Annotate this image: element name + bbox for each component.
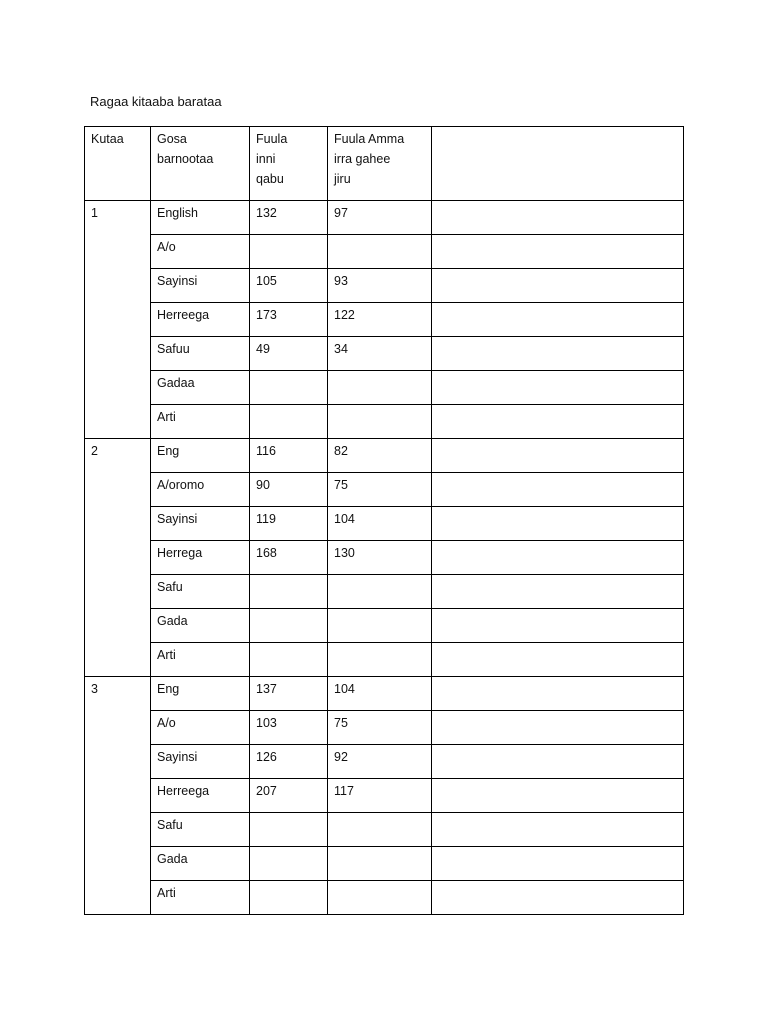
subject-cell: Safu bbox=[151, 575, 250, 609]
table-row bbox=[85, 745, 684, 779]
table-row bbox=[85, 609, 684, 643]
table-row bbox=[85, 235, 684, 269]
header-qabu-line: Fuula bbox=[256, 132, 288, 146]
subject-cell: Sayinsi bbox=[151, 269, 250, 303]
total-pages-cell bbox=[250, 881, 328, 915]
header-amma-line: jiru bbox=[334, 172, 351, 186]
current-page-cell: 97 bbox=[328, 201, 432, 235]
header-qabu-line: inni bbox=[256, 152, 276, 166]
total-pages-cell: 168 bbox=[250, 541, 328, 575]
subject-cell: Arti bbox=[151, 643, 250, 677]
header-fuula-inni-qabu bbox=[250, 127, 328, 201]
subject-cell: Safu bbox=[151, 813, 250, 847]
subject-cell: Safuu bbox=[151, 337, 250, 371]
current-page-cell: 34 bbox=[328, 337, 432, 371]
subject-cell: Sayinsi bbox=[151, 507, 250, 541]
empty-cell bbox=[432, 677, 684, 711]
empty-cell bbox=[432, 507, 684, 541]
table-row bbox=[85, 643, 684, 677]
empty-cell bbox=[432, 473, 684, 507]
empty-cell bbox=[432, 405, 684, 439]
header-amma-line: irra gahee bbox=[334, 152, 391, 166]
current-page-cell bbox=[328, 575, 432, 609]
table-row bbox=[85, 303, 684, 337]
empty-cell bbox=[432, 371, 684, 405]
table-row bbox=[85, 677, 684, 711]
current-page-cell: 117 bbox=[328, 779, 432, 813]
subject-cell: Arti bbox=[151, 881, 250, 915]
total-pages-cell: 116 bbox=[250, 439, 328, 473]
subject-cell: Herreega bbox=[151, 779, 250, 813]
total-pages-cell: 173 bbox=[250, 303, 328, 337]
current-page-cell bbox=[328, 371, 432, 405]
current-page-cell bbox=[328, 847, 432, 881]
total-pages-cell: 132 bbox=[250, 201, 328, 235]
header-gosa-barnootaa bbox=[151, 127, 250, 201]
empty-cell bbox=[432, 847, 684, 881]
total-pages-cell: 49 bbox=[250, 337, 328, 371]
empty-cell bbox=[432, 575, 684, 609]
empty-cell bbox=[432, 779, 684, 813]
header-qabu-line: qabu bbox=[256, 172, 284, 186]
empty-cell bbox=[432, 201, 684, 235]
current-page-cell bbox=[328, 609, 432, 643]
empty-cell bbox=[432, 711, 684, 745]
total-pages-cell bbox=[250, 235, 328, 269]
subject-cell: Gadaa bbox=[151, 371, 250, 405]
empty-cell bbox=[432, 235, 684, 269]
subject-cell: A/oromo bbox=[151, 473, 250, 507]
total-pages-cell bbox=[250, 609, 328, 643]
subject-cell: Gada bbox=[151, 847, 250, 881]
table-row bbox=[85, 881, 684, 915]
header-empty-column bbox=[432, 127, 684, 201]
header-fuula-amma bbox=[328, 127, 432, 201]
table-row bbox=[85, 541, 684, 575]
current-page-cell bbox=[328, 813, 432, 847]
current-page-cell bbox=[328, 235, 432, 269]
current-page-cell bbox=[328, 881, 432, 915]
header-gosa-line: barnootaa bbox=[157, 152, 214, 166]
header-gosa-line: Gosa bbox=[157, 132, 187, 146]
table-row bbox=[85, 371, 684, 405]
current-page-cell: 93 bbox=[328, 269, 432, 303]
header-kutaa: Kutaa bbox=[85, 127, 151, 201]
subject-cell: Eng bbox=[151, 439, 250, 473]
current-page-cell: 75 bbox=[328, 473, 432, 507]
subject-cell: Herreega bbox=[151, 303, 250, 337]
total-pages-cell: 126 bbox=[250, 745, 328, 779]
current-page-cell: 122 bbox=[328, 303, 432, 337]
empty-cell bbox=[432, 881, 684, 915]
total-pages-cell bbox=[250, 813, 328, 847]
current-page-cell: 75 bbox=[328, 711, 432, 745]
table-row bbox=[85, 813, 684, 847]
subject-cell: A/o bbox=[151, 235, 250, 269]
empty-cell bbox=[432, 643, 684, 677]
document-title: Ragaa kitaaba barataa bbox=[90, 94, 222, 109]
current-page-cell: 82 bbox=[328, 439, 432, 473]
total-pages-cell bbox=[250, 847, 328, 881]
table-row bbox=[85, 405, 684, 439]
table-row bbox=[85, 439, 684, 473]
current-page-cell bbox=[328, 405, 432, 439]
empty-cell bbox=[432, 541, 684, 575]
table-header-row bbox=[85, 127, 684, 201]
subject-cell: A/o bbox=[151, 711, 250, 745]
table-row bbox=[85, 575, 684, 609]
table-row bbox=[85, 507, 684, 541]
total-pages-cell bbox=[250, 643, 328, 677]
table-row bbox=[85, 779, 684, 813]
subject-cell: Arti bbox=[151, 405, 250, 439]
subject-cell: Gada bbox=[151, 609, 250, 643]
header-amma-line: Fuula Amma bbox=[334, 132, 405, 146]
total-pages-cell bbox=[250, 405, 328, 439]
empty-cell bbox=[432, 745, 684, 779]
kutaa-cell: 2 bbox=[85, 439, 151, 677]
subject-cell: English bbox=[151, 201, 250, 235]
total-pages-cell: 119 bbox=[250, 507, 328, 541]
empty-cell bbox=[432, 269, 684, 303]
current-page-cell bbox=[328, 643, 432, 677]
subject-cell: Eng bbox=[151, 677, 250, 711]
kutaa-cell: 1 bbox=[85, 201, 151, 439]
table-row bbox=[85, 847, 684, 881]
total-pages-cell bbox=[250, 371, 328, 405]
current-page-cell: 130 bbox=[328, 541, 432, 575]
table-row bbox=[85, 269, 684, 303]
reading-progress-table bbox=[84, 126, 684, 915]
current-page-cell: 104 bbox=[328, 677, 432, 711]
table-row bbox=[85, 337, 684, 371]
table-row bbox=[85, 711, 684, 745]
table-row bbox=[85, 473, 684, 507]
total-pages-cell bbox=[250, 575, 328, 609]
total-pages-cell: 105 bbox=[250, 269, 328, 303]
table-row bbox=[85, 201, 684, 235]
total-pages-cell: 207 bbox=[250, 779, 328, 813]
current-page-cell: 104 bbox=[328, 507, 432, 541]
empty-cell bbox=[432, 303, 684, 337]
empty-cell bbox=[432, 813, 684, 847]
total-pages-cell: 103 bbox=[250, 711, 328, 745]
empty-cell bbox=[432, 609, 684, 643]
total-pages-cell: 137 bbox=[250, 677, 328, 711]
empty-cell bbox=[432, 337, 684, 371]
kutaa-cell: 3 bbox=[85, 677, 151, 915]
subject-cell: Sayinsi bbox=[151, 745, 250, 779]
table-body bbox=[85, 127, 684, 915]
total-pages-cell: 90 bbox=[250, 473, 328, 507]
subject-cell: Herrega bbox=[151, 541, 250, 575]
empty-cell bbox=[432, 439, 684, 473]
current-page-cell: 92 bbox=[328, 745, 432, 779]
